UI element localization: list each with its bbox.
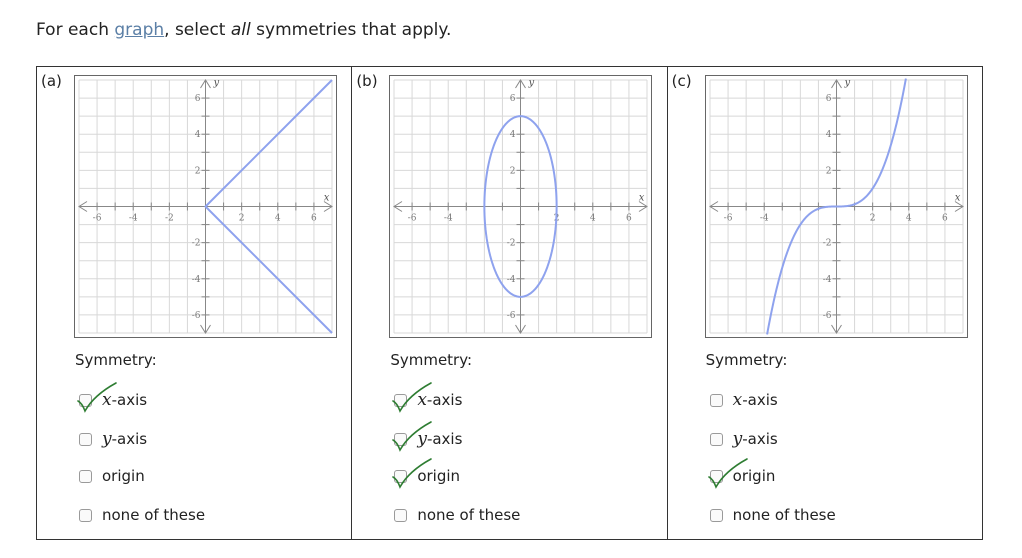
y-tick-label: 2 (194, 166, 201, 177)
x-tick-label: -6 (408, 213, 417, 224)
y-tick-label: 2 (510, 166, 516, 177)
panel-label: (a) (41, 72, 62, 90)
y-axis-checkbox[interactable] (710, 433, 723, 446)
x-tick-label: 2 (869, 213, 876, 224)
origin-checkbox[interactable] (79, 470, 92, 483)
option-origin[interactable] (79, 465, 145, 487)
x-axis-name: x (954, 192, 961, 204)
graph-b (389, 75, 652, 338)
y-tick-label: 2 (825, 166, 832, 177)
panel-c (667, 67, 982, 539)
y-axis-name: y (213, 77, 220, 89)
y-tick-label: 6 (194, 94, 201, 105)
option-origin[interactable] (394, 465, 460, 487)
x-tick-label: 6 (311, 213, 317, 224)
instruction-text (36, 20, 451, 40)
x-tick-label: -4 (759, 213, 769, 224)
y-axis-label: y-axis (417, 429, 463, 449)
y-tick-label: -2 (822, 238, 832, 249)
x-tick-label: -4 (444, 213, 453, 224)
instruction-suffix: symmetries that apply. (250, 20, 452, 40)
y-axis-label: y-axis (732, 429, 778, 449)
symmetry-title: Symmetry: (705, 351, 788, 369)
option-none[interactable] (710, 504, 836, 526)
option-origin[interactable] (710, 465, 776, 487)
graph-link[interactable]: graph (114, 20, 165, 40)
none-label: none of these (732, 506, 836, 524)
origin-checkbox[interactable] (394, 470, 407, 483)
y-tick-label: -6 (822, 310, 832, 321)
x-tick-label: -4 (128, 213, 138, 224)
option-y-axis[interactable] (394, 428, 462, 450)
y-tick-label: -6 (507, 310, 516, 321)
x-tick-label: -2 (164, 213, 174, 224)
y-tick-label: -6 (191, 310, 201, 321)
panel-label: (b) (356, 72, 378, 90)
graph-a (74, 75, 337, 338)
option-x-axis[interactable] (79, 389, 147, 411)
x-tick-label: 4 (274, 213, 281, 224)
x-tick-label: 6 (941, 213, 948, 224)
origin-checkbox[interactable] (710, 470, 723, 483)
none-checkbox[interactable] (394, 509, 407, 522)
none-label: none of these (417, 506, 521, 524)
y-tick-label: -2 (507, 238, 516, 249)
y-axis-label: y-axis (102, 429, 148, 449)
y-axis-name: y (844, 77, 850, 89)
x-axis-checkbox[interactable] (79, 394, 92, 407)
y-tick-label: 4 (194, 130, 201, 141)
y-tick-label: -4 (507, 274, 516, 285)
y-tick-label: -4 (191, 274, 201, 285)
x-axis-label: x-axis (417, 390, 463, 410)
x-tick-label: -6 (92, 213, 102, 224)
y-axis-checkbox[interactable] (79, 433, 92, 446)
y-axis-checkbox[interactable] (394, 433, 407, 446)
x-tick-label: 6 (626, 213, 633, 224)
y-tick-label: 6 (825, 94, 832, 105)
option-none[interactable] (394, 504, 520, 526)
graph-c (705, 75, 968, 338)
option-y-axis[interactable] (710, 428, 778, 450)
symmetry-title: Symmetry: (390, 351, 473, 369)
y-tick-label: 4 (510, 130, 516, 141)
x-tick-label: 4 (590, 213, 596, 224)
graph-c-svg (706, 76, 967, 337)
x-axis-checkbox[interactable] (394, 394, 407, 407)
y-axis-name: y (528, 77, 535, 89)
origin-label: origin (102, 467, 145, 485)
y-tick-label: -4 (822, 274, 832, 285)
x-tick-label: -6 (723, 213, 733, 224)
x-axis-label: x-axis (102, 390, 148, 410)
instruction-prefix: For each (36, 20, 115, 40)
y-tick-label: 6 (510, 94, 516, 105)
none-label: none of these (102, 506, 206, 524)
y-tick-label: -2 (191, 238, 201, 249)
panel-label: (c) (671, 72, 692, 90)
origin-label: origin (732, 467, 776, 485)
none-checkbox[interactable] (79, 509, 92, 522)
panel-a (37, 67, 351, 539)
x-axis-checkbox[interactable] (710, 394, 723, 407)
x-axis-name: x (639, 192, 645, 204)
panels-container (36, 66, 983, 540)
graph-a-svg (75, 76, 336, 337)
x-tick-label: 2 (238, 213, 245, 224)
panel-b (351, 67, 666, 539)
option-y-axis[interactable] (79, 428, 147, 450)
option-none[interactable] (79, 504, 205, 526)
symmetry-title: Symmetry: (75, 351, 157, 369)
option-x-axis[interactable] (710, 389, 778, 411)
origin-label: origin (417, 467, 461, 485)
instruction-emphasis: all (230, 20, 251, 40)
y-tick-label: 4 (825, 130, 832, 141)
x-axis-name: x (323, 192, 330, 204)
graph-b-svg (390, 76, 651, 337)
x-tick-label: 4 (905, 213, 912, 224)
none-checkbox[interactable] (710, 509, 723, 522)
option-x-axis[interactable] (394, 389, 462, 411)
x-axis-label: x-axis (732, 390, 778, 410)
instruction-middle: , select (164, 20, 231, 40)
x-tick-label: 2 (554, 213, 560, 224)
